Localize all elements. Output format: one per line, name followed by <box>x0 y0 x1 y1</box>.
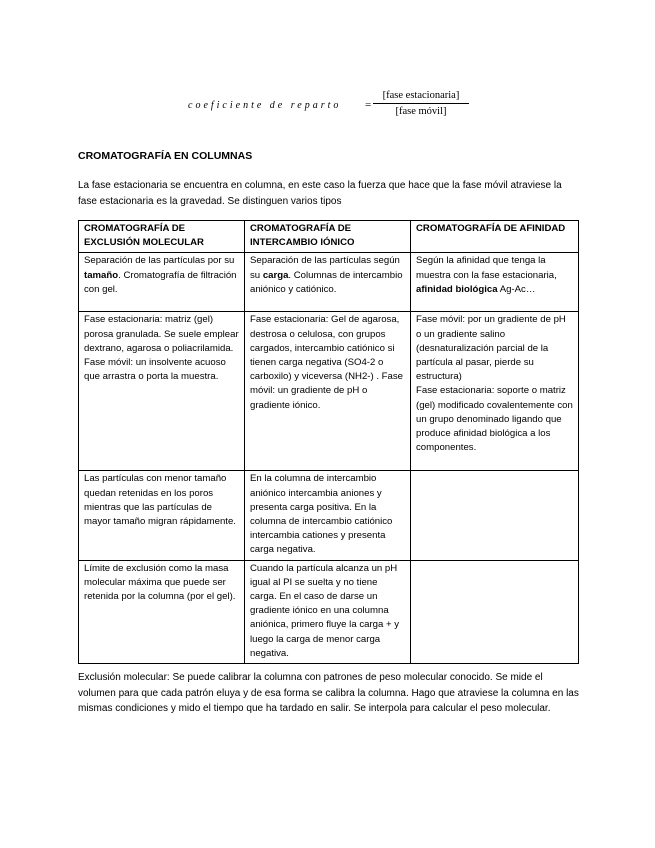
cell-text: . Columnas de intercambio aniónico y catiónico. <box>250 269 403 295</box>
table-cell <box>79 253 245 312</box>
cell-text: Separación de las partículas por su <box>84 255 235 267</box>
cell-text: . Cromatografía de filtración con gel. <box>84 269 237 295</box>
chromatography-comparison-table <box>78 220 579 664</box>
cell-bold-text: afinidad biológica <box>416 283 498 295</box>
cell-text: Fase estacionaria: matriz (gel) porosa granulada. Se suele emplear dextrano, agarosa o poliacrilamida. <box>84 314 239 354</box>
cell-text: Fase móvil: un insolvente acuoso que arrastra o porta la muestra. <box>84 357 226 383</box>
intro-paragraph: La fase estacionaria se encuentra en columna, en este caso la fuerza que hace que la fase móvil atraviese la fase estacionaria es la gravedad. Se distinguen varios tipos <box>78 180 562 207</box>
table-cell: Fase estacionaria: Gel de agarosa, destrosa o celulosa, con grupos cargados, intercambio catiónico si tienen carga negativa (SO4-2 o carboxilo) y viceversa (NH2-) . Fase móvil: un gradiente de pH o gradiente iónico. <box>245 312 411 471</box>
table-row <box>79 312 579 471</box>
header-exclusion: CROMATOGRAFÍA DE EXCLUSIÓN MOLECULAR <box>79 221 245 253</box>
formula-denominator: [fase móvil] <box>395 106 447 117</box>
table-header-row <box>79 221 579 253</box>
header-ion-exchange: CROMATOGRAFÍA DE INTERCAMBIO IÓNICO <box>245 221 411 253</box>
cell-bold-text: tamaño <box>84 269 119 281</box>
table-cell: Las partículas con menor tamaño quedan retenidas en los poros mientras que las partículas de mayor tamaño migran rápidamente. <box>79 471 245 560</box>
table-row <box>79 253 579 312</box>
table-cell <box>411 253 579 312</box>
cell-text: Separación de las partículas según su <box>250 255 400 281</box>
closing-paragraph: Exclusión molecular: Se puede calibrar la columna con patrones de peso molecular conocido. Se mide el volumen para que cada patrón eluya y de esa forma se calibra la columna. Hago que atraviese la columna en las mismas condiciones y mido el tiempo que ha tardado en salir. Se interpola para calcular el peso molecular. <box>78 672 579 714</box>
table-cell-empty <box>411 471 579 560</box>
table-cell: En la columna de intercambio aniónico intercambia aniones y presenta carga positiva. En la columna de intercambio catiónico intercambia cationes y presenta carga negativa. <box>245 471 411 560</box>
section-heading: CROMATOGRAFÍA EN COLUMNAS <box>78 150 253 162</box>
table-cell: Cuando la partícula alcanza un pH igual al PI se suelta y no tiene carga. En el caso de darse un gradiente iónico en una columna aniónica, primero fluye la carga + y luego la carga de menor carga negativa. <box>245 560 411 663</box>
table-row <box>79 560 579 663</box>
cell-text: Fase estacionaria: soporte o matriz (gel) modificado covalentemente con un grupo denominado ligando que produce afinidad biológica a los componentes. <box>416 385 573 454</box>
table-cell <box>245 253 411 312</box>
formula-equals-sign: = <box>365 99 372 111</box>
table-row <box>79 471 579 560</box>
cell-text: Ag-Ac… <box>497 283 536 295</box>
formula-fraction <box>373 90 469 117</box>
header-affinity: CROMATOGRAFÍA DE AFINIDAD <box>411 221 579 253</box>
table-cell: Límite de exclusión como la masa molecular máxima que puede ser retenida por la columna (por el gel). <box>79 560 245 663</box>
cell-bold-text: carga <box>262 269 289 281</box>
partition-coefficient-formula <box>188 90 488 124</box>
cell-text: Fase móvil: por un gradiente de pH o un gradiente salino (desnaturalización parcial de la partícula al pasar, pierde su estructura) <box>416 314 566 383</box>
table-cell <box>79 312 245 471</box>
cell-text: Según la afinidad que tenga la muestra con la fase estacionaria, <box>416 255 557 281</box>
table-cell <box>411 312 579 471</box>
table-cell-empty <box>411 560 579 663</box>
formula-left-side: coeficiente de reparto <box>188 100 342 111</box>
formula-numerator: [fase estacionaria] <box>373 90 469 104</box>
